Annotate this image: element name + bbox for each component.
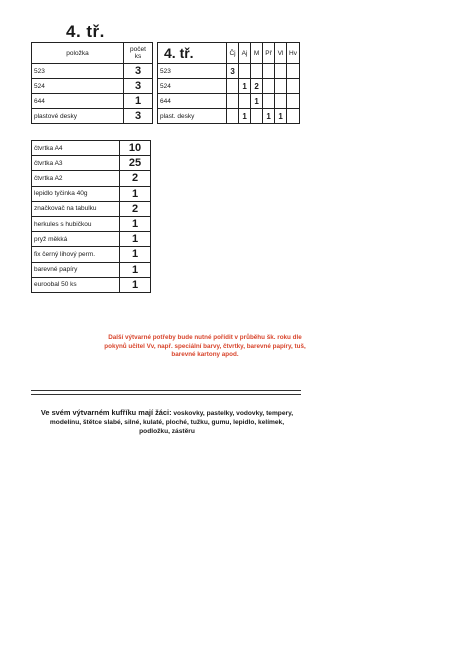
item-name: 644 — [32, 94, 124, 109]
supply-name: značkovač na tabulku — [32, 201, 120, 216]
supply-qty: 25 — [120, 156, 151, 171]
supply-qty: 1 — [120, 262, 151, 277]
supplies-table — [31, 140, 151, 293]
subject-header: Aj — [239, 43, 251, 64]
table-row — [32, 94, 153, 109]
item-name: 524 — [158, 79, 227, 94]
table-row — [32, 171, 151, 186]
art-kit-lead: Ve svém výtvarném kufříku mají žáci: — [40, 408, 172, 417]
item-name: 523 — [158, 64, 227, 79]
subject-header: Př — [263, 43, 275, 64]
supply-qty: 1 — [120, 232, 151, 247]
subject-cell: 1 — [239, 79, 251, 94]
subject-cell — [263, 64, 275, 79]
supply-qty: 2 — [120, 171, 151, 186]
item-name: 524 — [32, 79, 124, 94]
subject-cell — [227, 109, 239, 124]
table-row — [32, 109, 153, 124]
divider — [31, 390, 301, 391]
subject-cell: 3 — [227, 64, 239, 79]
item-qty: 3 — [124, 109, 153, 124]
subject-cell — [239, 94, 251, 109]
table-row — [158, 64, 300, 79]
supply-qty: 2 — [120, 201, 151, 216]
table-header-row — [32, 43, 153, 64]
table-row — [32, 277, 151, 292]
subject-cell — [227, 94, 239, 109]
subject-cell — [287, 109, 300, 124]
supply-name: fix černý lihový perm. — [32, 247, 120, 262]
supply-name: čtvrtka A3 — [32, 156, 120, 171]
table-row — [32, 156, 151, 171]
art-kit-text — [36, 408, 298, 436]
supply-qty: 1 — [120, 247, 151, 262]
subject-cell — [275, 64, 287, 79]
supply-name: barevné papíry — [32, 262, 120, 277]
subject-distribution-table — [157, 42, 300, 124]
table-row — [32, 141, 151, 156]
supply-qty: 1 — [120, 277, 151, 292]
grade-title: 4. tř. — [158, 43, 227, 64]
item-qty: 3 — [124, 64, 153, 79]
table-row — [158, 109, 300, 124]
table-row — [32, 201, 151, 216]
subject-cell — [251, 64, 263, 79]
subject-cell — [239, 64, 251, 79]
subject-cell — [287, 94, 300, 109]
table-row — [32, 216, 151, 231]
subject-cell — [287, 64, 300, 79]
column-header-qty: počet ks — [124, 43, 153, 64]
table-row — [32, 247, 151, 262]
supply-name: euroobal 50 ks — [32, 277, 120, 292]
art-kit-list: voskovky, pastelky, vodovky, tempery, modelínu, štětce slabé, silné, kulaté, ploché, tužku, gumu, lepidlo, kelímek, podložku, zástěru — [49, 410, 294, 435]
table-row — [32, 186, 151, 201]
subject-cell: 1 — [239, 109, 251, 124]
subject-header: M — [251, 43, 263, 64]
table-row — [32, 79, 153, 94]
subject-cell — [287, 79, 300, 94]
page-heading: 4. tř. — [66, 22, 105, 41]
table-header-row — [158, 43, 300, 64]
subject-cell: 1 — [263, 109, 275, 124]
table-row — [32, 232, 151, 247]
table-row — [158, 94, 300, 109]
subject-cell — [251, 109, 263, 124]
table-row — [32, 64, 153, 79]
item-name: plastové desky — [32, 109, 124, 124]
subject-cell: 2 — [251, 79, 263, 94]
table-row — [32, 262, 151, 277]
supply-name: herkules s hubičkou — [32, 216, 120, 231]
item-name: 644 — [158, 94, 227, 109]
divider — [31, 394, 301, 395]
subject-cell: 1 — [275, 109, 287, 124]
supply-name: čtvrtka A2 — [32, 171, 120, 186]
supply-qty: 10 — [120, 141, 151, 156]
subject-cell — [275, 94, 287, 109]
subject-header: Čj — [227, 43, 239, 64]
subject-cell — [263, 94, 275, 109]
supply-qty: 1 — [120, 186, 151, 201]
additional-supplies-note: Další výtvarné potřeby bude nutné pořídit v průběhu šk. roku dle pokynů učitel Vv, např. speciální barvy, čtvrtky, barevné papíry, tuš, barevné kartony apod. — [104, 334, 306, 358]
table-row — [158, 79, 300, 94]
item-qty: 1 — [124, 94, 153, 109]
column-header-item: položka — [32, 43, 124, 64]
supply-qty: 1 — [120, 216, 151, 231]
subject-cell — [227, 79, 239, 94]
item-name: plast. desky — [158, 109, 227, 124]
supply-name: čtvrtka A4 — [32, 141, 120, 156]
supply-name: lepidlo tyčinka 40g — [32, 186, 120, 201]
subject-header: Hv — [287, 43, 300, 64]
subject-cell — [263, 79, 275, 94]
item-name: 523 — [32, 64, 124, 79]
subject-header: Vl — [275, 43, 287, 64]
subject-cell — [275, 79, 287, 94]
items-table — [31, 42, 153, 124]
subject-cell: 1 — [251, 94, 263, 109]
item-qty: 3 — [124, 79, 153, 94]
supply-name: pryž měkká — [32, 232, 120, 247]
